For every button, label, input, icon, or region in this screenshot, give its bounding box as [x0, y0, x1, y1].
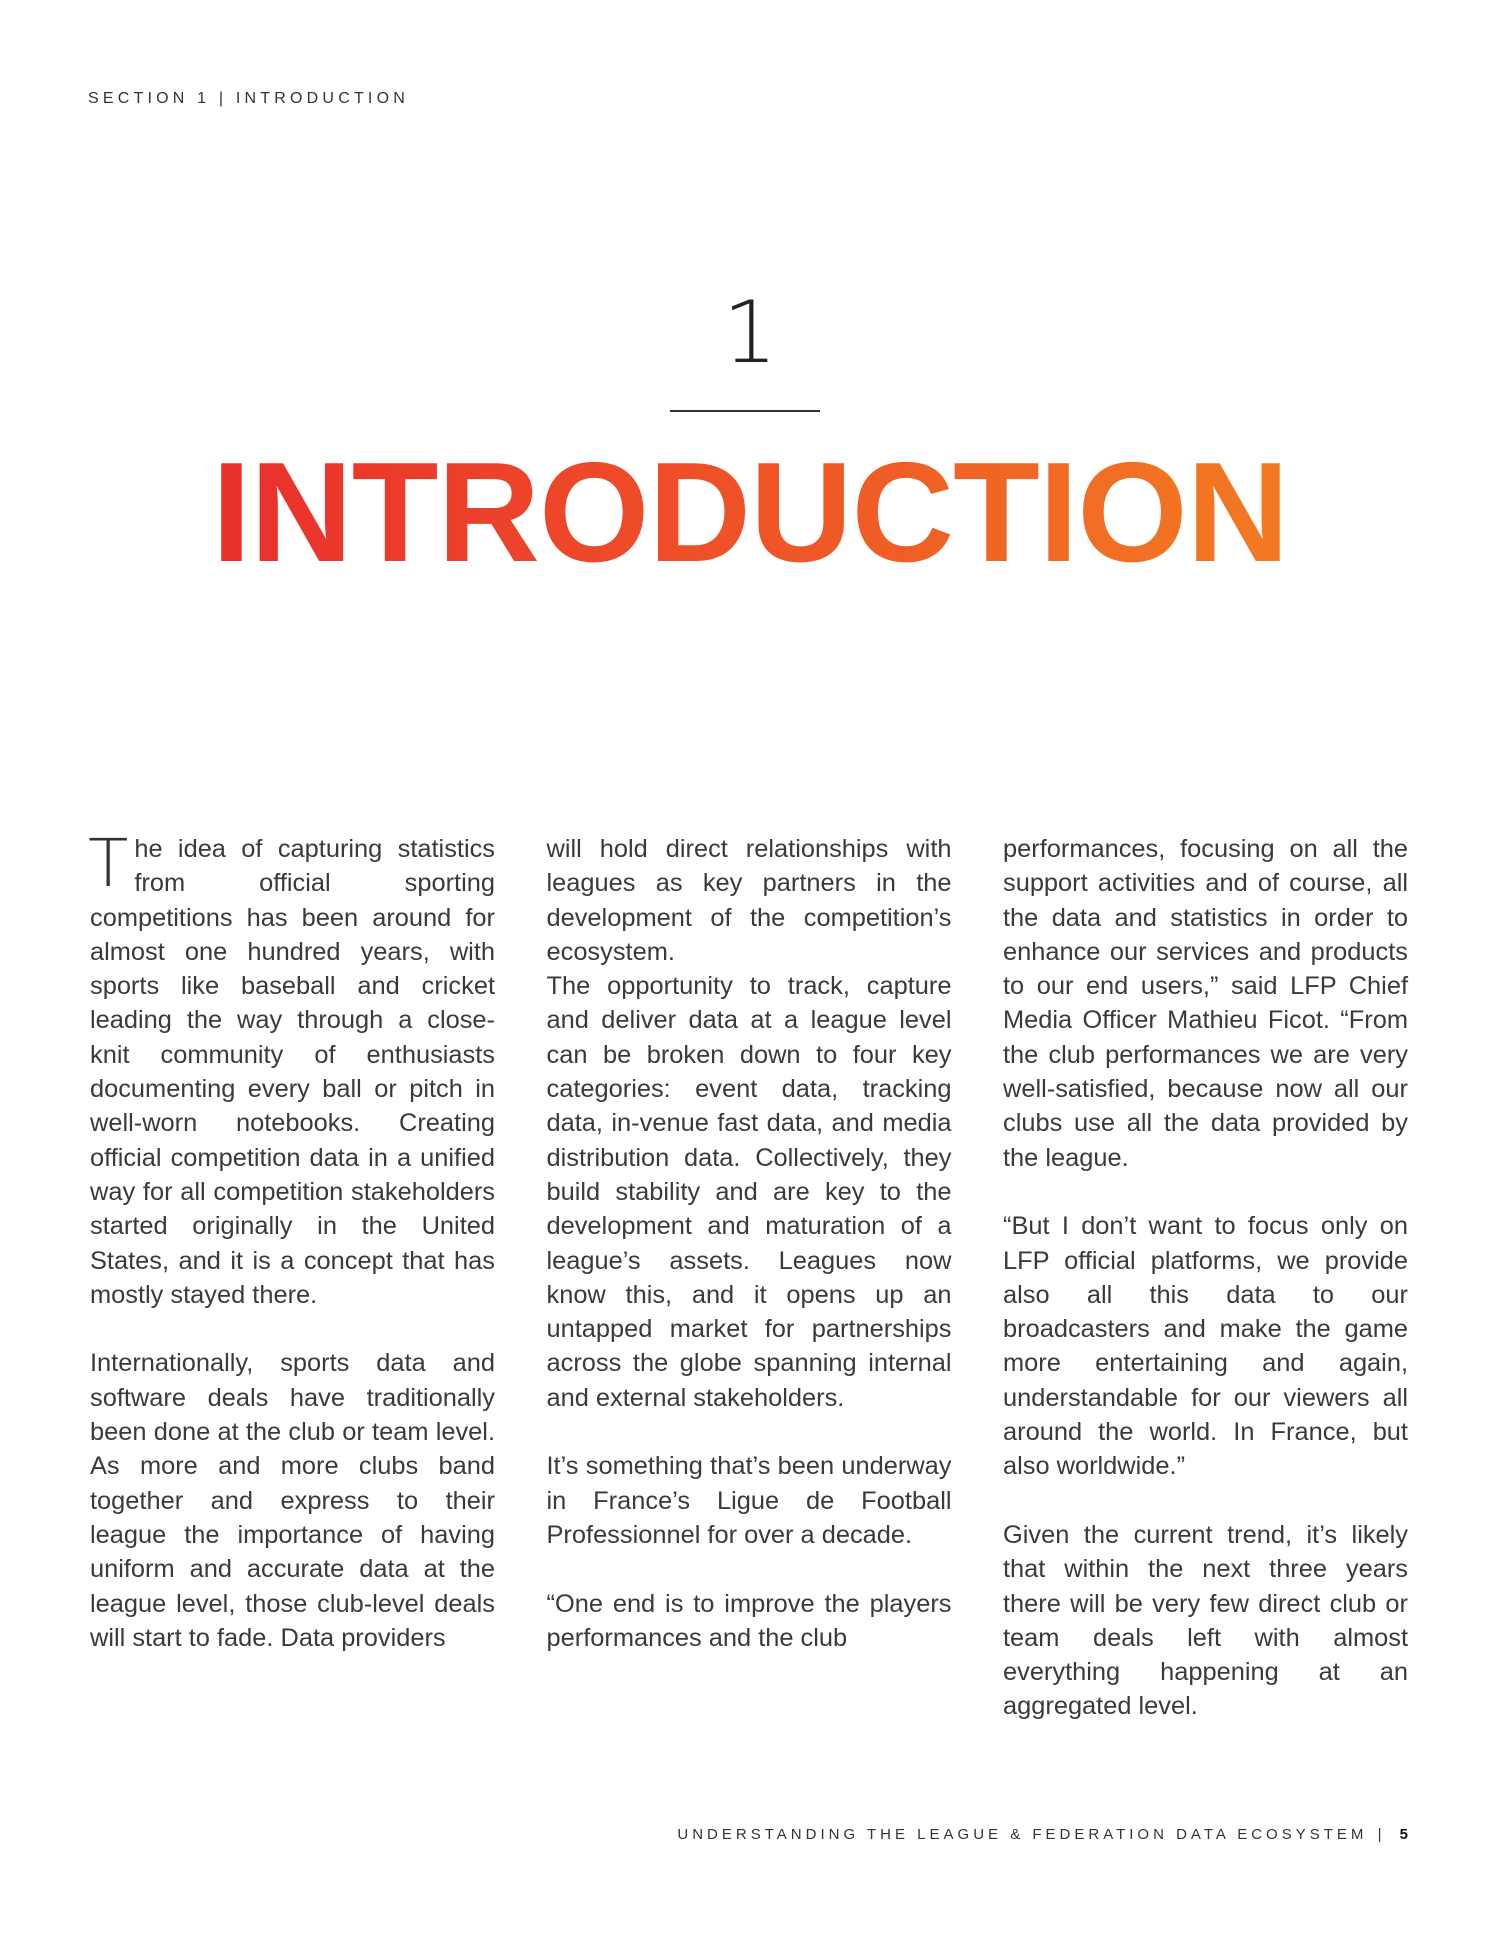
paragraph: The opportunity to track, capture and deliver data at a league level can be broken down to four key categories: event data, tracking data, in-venue fast data, and media distribution data. Collectively, they build stability and are key to the development and maturation of a league’s assets. Leagues now know this, and it opens up an untapped market for partnerships across the globe spanning internal and external stakeholders.	[546, 972, 952, 1412]
drop-cap: T	[88, 825, 129, 902]
column-1	[88, 825, 495, 1682]
footer-title: UNDERSTANDING THE LEAGUE & FEDERATION DATA ECOSYSTEM	[677, 1826, 1368, 1843]
paragraph: “But I don’t want to focus only on LFP official platforms, we provide also all this data to our broadcasters and make the game more entertaining and again, understandable for our viewers all around the world. In France, but also worldwide.”	[1003, 1212, 1408, 1481]
column-3	[1003, 832, 1408, 1721]
chapter-divider	[670, 410, 820, 412]
column-2	[547, 832, 952, 1682]
paragraph: Given the current trend, it’s likely that within the next three years there will be very few direct club or team deals left with almost everything happening at an aggregated level.	[1003, 1520, 1408, 1721]
page-number: 5	[1399, 1826, 1408, 1843]
body-columns	[88, 825, 1408, 1721]
paragraph-text: he idea of capturing statistics from official sporting competitions has been around for almost one hundred years, with sports like baseball and cricket leading the way through a close-knit community of enthusiasts documenting every ball or pitch in well-worn notebooks. Creating official competition data in a unified way for all competition stakeholders started originally in the United States, and it is a concept that has mostly stayed there.	[90, 835, 495, 1309]
paragraph	[88, 825, 495, 1312]
paragraph: “One end is to improve the players performances and the club	[546, 1589, 952, 1652]
section-label: SECTION 1 | INTRODUCTION	[88, 90, 409, 107]
footer-separator: |	[1377, 1826, 1386, 1843]
paragraph: Internationally, sports data and software deals have traditionally been done at the club or team level. As more and more clubs band together and express to their league the importance of having uniform and accurate data at the league level, those club-level deals will start to fade. Data providers	[90, 1349, 495, 1652]
chapter-title: INTRODUCTION	[0, 442, 1500, 584]
chapter-number: 1	[722, 283, 778, 383]
page-footer	[677, 1826, 1408, 1843]
paragraph: It’s something that’s been underway in France’s Ligue de Football Professionnel for over a decade.	[546, 1452, 952, 1549]
paragraph: performances, focusing on all the support activities and of course, all the data and statistics in order to enhance our services and products to our end users,” said LFP Chief Media Officer Mathieu Ficot. “From the club performances we are very well-satisfied, because now all our clubs use all the data provided by the league.	[1003, 835, 1408, 1172]
paragraph: will hold direct relationships with leagues as key partners in the development of the competition’s ecosystem.	[546, 835, 952, 966]
